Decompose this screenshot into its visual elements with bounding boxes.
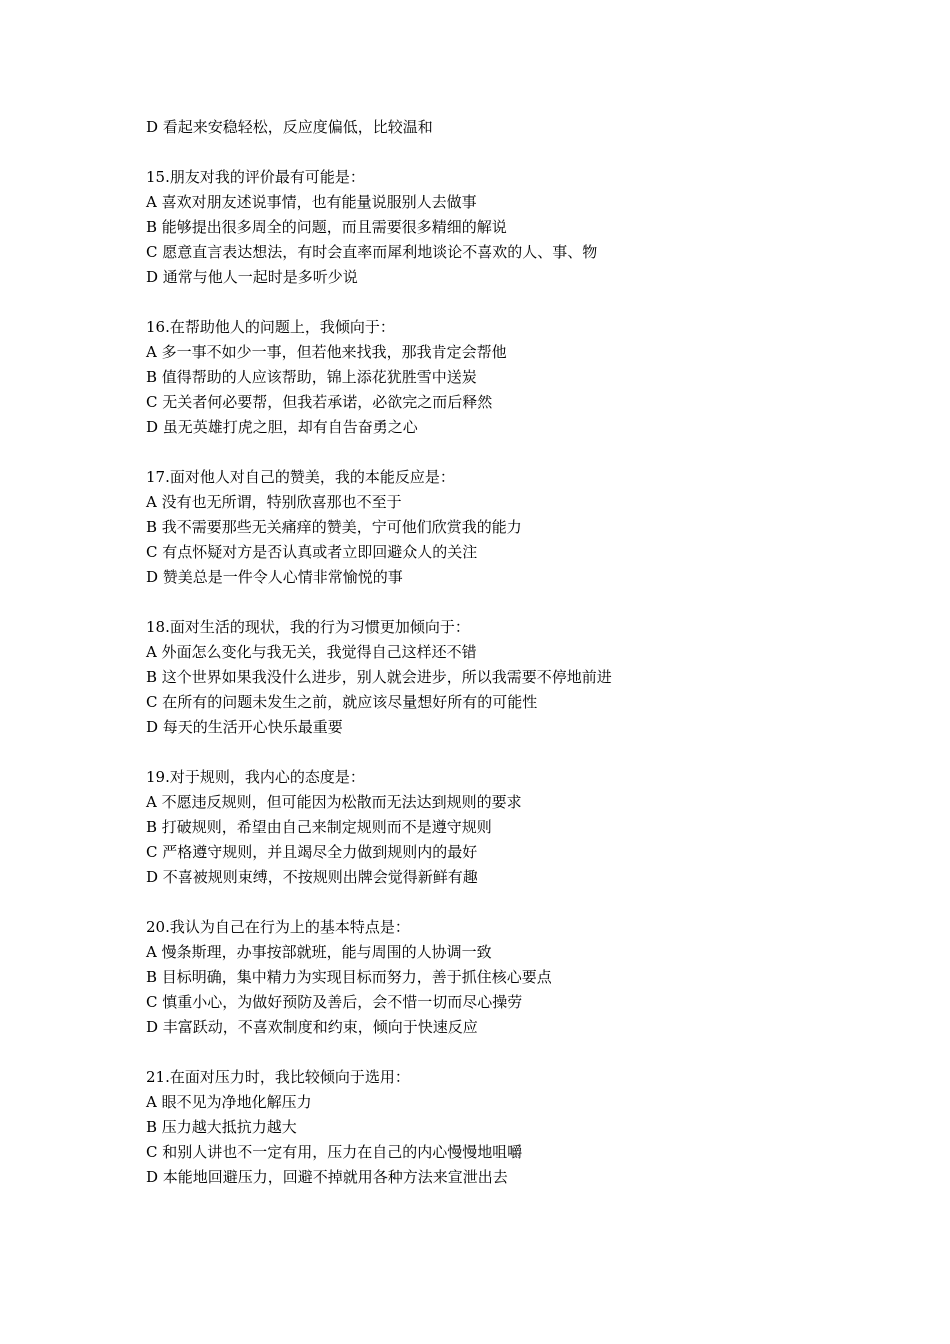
option-a: A 慢条斯理，办事按部就班，能与周围的人协调一致	[146, 943, 492, 961]
option-b: B 我不需要那些无关痛痒的赞美，宁可他们欣赏我的能力	[146, 518, 522, 536]
option-line: D 看起来安稳轻松，反应度偏低，比较温和	[146, 118, 433, 136]
option-c: C 严格遵守规则，并且竭尽全力做到规则内的最好	[146, 843, 478, 861]
option-c: C 慎重小心，为做好预防及善后，会不惜一切而尽心操劳	[146, 993, 523, 1011]
option-c: C 在所有的问题未发生之前，就应该尽量想好所有的可能性	[146, 693, 538, 711]
option-a: A 外面怎么变化与我无关，我觉得自己这样还不错	[146, 643, 477, 661]
option-d: D 通常与他人一起时是多听少说	[146, 268, 358, 286]
option-c: C 和别人讲也不一定有用，压力在自己的内心慢慢地咀嚼	[146, 1143, 523, 1161]
option-b: B 值得帮助的人应该帮助，锦上添花犹胜雪中送炭	[146, 368, 477, 386]
option-b: B 能够提出很多周全的问题，而且需要很多精细的解说	[146, 218, 507, 236]
option-b: B 目标明确，集中精力为实现目标而努力，善于抓住核心要点	[146, 968, 552, 986]
option-c: C 有点怀疑对方是否认真或者立即回避众人的关注	[146, 543, 478, 561]
option-c: C 无关者何必要帮，但我若承诺，必欲完之而后释然	[146, 393, 493, 411]
option-b: B 压力越大抵抗力越大	[146, 1118, 297, 1136]
question-19	[146, 765, 926, 890]
option-a: A 眼不见为净地化解压力	[146, 1093, 312, 1111]
option-b: B 打破规则，希望由自己来制定规则而不是遵守规则	[146, 818, 492, 836]
question-title: 17.面对他人对自己的赞美，我的本能反应是：	[146, 468, 455, 486]
question-title: 21.在面对压力时，我比较倾向于选用：	[146, 1068, 410, 1086]
option-c: C 愿意直言表达想法，有时会直率而犀利地谈论不喜欢的人、事、物	[146, 243, 598, 261]
option-d: D 不喜被规则束缚，不按规则出牌会觉得新鲜有趣	[146, 868, 478, 886]
option-a: A 不愿违反规则，但可能因为松散而无法达到规则的要求	[146, 793, 522, 811]
question-21	[146, 1065, 926, 1190]
question-20	[146, 915, 926, 1040]
option-a: A 多一事不如少一事，但若他来找我，那我肯定会帮他	[146, 343, 507, 361]
question-17	[146, 465, 926, 590]
option-d: D 虽无英雄打虎之胆，却有自告奋勇之心	[146, 418, 418, 436]
option-d: D 本能地回避压力，回避不掉就用各种方法来宣泄出去	[146, 1168, 508, 1186]
question-title: 16.在帮助他人的问题上，我倾向于：	[146, 318, 395, 336]
option-b: B 这个世界如果我没什么进步，别人就会进步，所以我需要不停地前进	[146, 668, 612, 686]
option-d: D 赞美总是一件令人心情非常愉悦的事	[146, 568, 403, 586]
previous-question-tail	[146, 115, 926, 140]
question-title: 15.朋友对我的评价最有可能是：	[146, 168, 365, 186]
question-title: 19.对于规则，我内心的态度是：	[146, 768, 365, 786]
option-a: A 没有也无所谓，特别欣喜那也不至于	[146, 493, 402, 511]
question-15	[146, 165, 926, 290]
question-title: 18.面对生活的现状，我的行为习惯更加倾向于：	[146, 618, 470, 636]
document-page	[146, 115, 926, 1190]
option-a: A 喜欢对朋友述说事情，也有能量说服别人去做事	[146, 193, 477, 211]
question-18	[146, 615, 926, 740]
option-d: D 丰富跃动，不喜欢制度和约束，倾向于快速反应	[146, 1018, 478, 1036]
question-title: 20.我认为自己在行为上的基本特点是：	[146, 918, 410, 936]
option-d: D 每天的生活开心快乐最重要	[146, 718, 343, 736]
question-16	[146, 315, 926, 440]
